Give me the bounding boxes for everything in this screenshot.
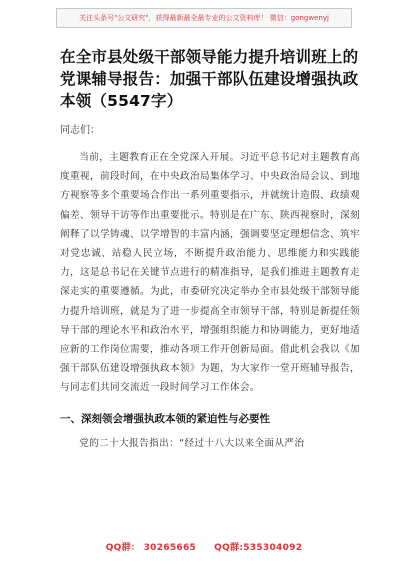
qq-group-1: QQ群： 30265665	[105, 543, 197, 553]
salutation: 同志们：	[60, 125, 100, 136]
qq-group-2: QQ群:535304092	[214, 543, 303, 553]
paragraph-section-1: 党的二十大报告指出：“经过十八大以来全面从严治	[79, 437, 305, 449]
banner-text: 关注头条号"公文研究"，获得最新最全最专业的公文资料库！ 微信：gongwenyj	[79, 14, 329, 22]
top-banner	[56, 8, 352, 28]
paragraph-intro: 当前，主题教育正在全党深入开展。习近平总书记对主题教育高度重视，前段时间，在中央政治局集体学习、中央政治局会议、到地方视察等多个重要场合作出一系列重要指示，并就统计造假、政绩观偏差、领导干访等作出重要批示。特别是在广东、陕西视察时，深刻阐释了以学铸魂、以学增智的丰富内涵，强调要坚定理想信念、筑牢对党忠诚、站稳人民立场，不断提升政治能力、思维能力和实践能力，这是总书记在关键节点进行的精准指导，是我们推进主题教育走深走实的重要遵循。为此，市委研究决定举办全市县处级干部领导能力提升培训班，就是为了进一步提高全市领导干部，特别是新提任领导干部的理论水平和政治水平，增强组织能力和协调能力，更好地适应新的工作岗位需要，推动各项工作开创新局面。借此机会我以《加强干部队伍建设增强执政本领》为题，为大家作一堂开班辅导报告，与同志们共同交流近一段时间学习工作体会。	[60, 152, 360, 394]
section-heading: 一、深刻领会增强执政本领的紧迫性与必要性	[60, 412, 270, 425]
document-title: 在全市县处级干部领导能力提升培训班上的党课辅导报告：加强干部队伍建设增强执政本领（5547字）	[60, 48, 359, 110]
footer-contact	[0, 540, 408, 553]
document-body	[60, 46, 360, 453]
